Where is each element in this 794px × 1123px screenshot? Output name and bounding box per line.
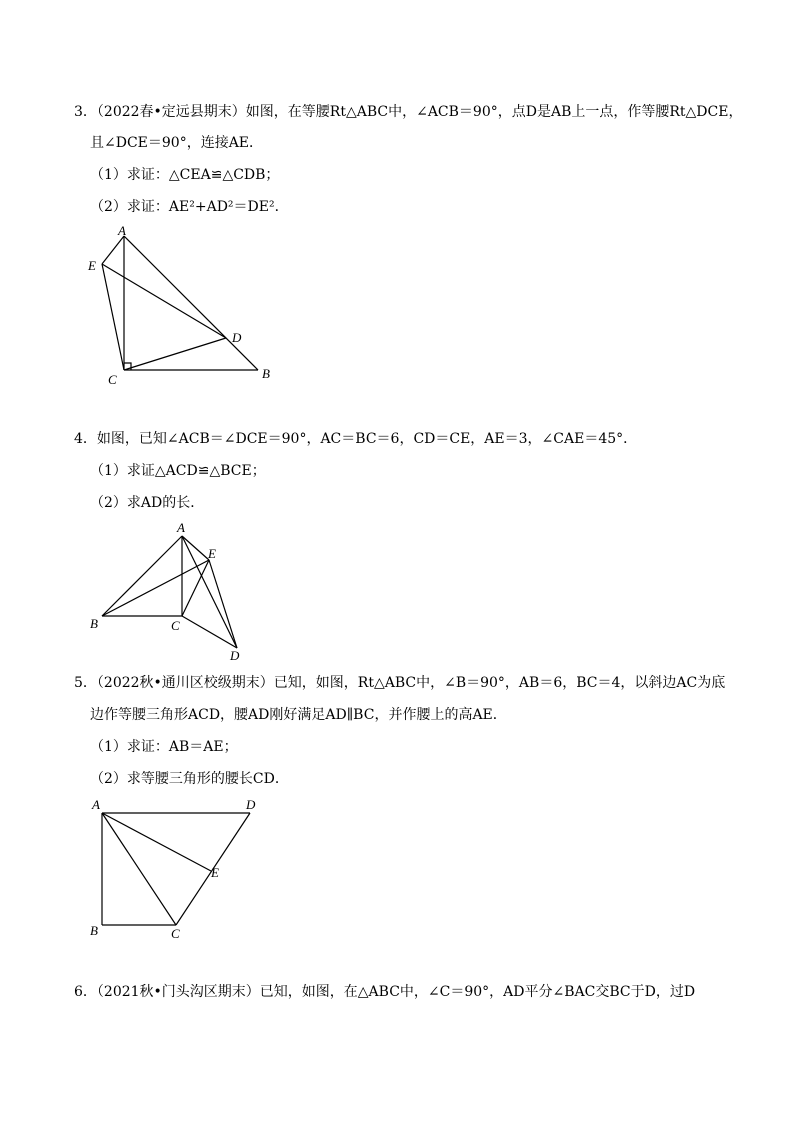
seg-ED (102, 264, 226, 338)
label-A: A (92, 797, 100, 812)
seg-AE (102, 813, 211, 871)
problem-4-part-2: （2）求AD的长． (90, 495, 205, 511)
problem-3-part-2: （2）求证：AE²+AD²＝DE²． (90, 199, 289, 215)
label-D: D (232, 330, 242, 345)
label-B: B (90, 923, 98, 938)
label-E: E (208, 546, 216, 561)
label-E: E (211, 865, 219, 880)
seg-AE (182, 536, 209, 560)
problem-3-line-1: 3．（2022春•定远县期末）如图，在等腰Rt△ABC中，∠ACB＝90°，点D是AB上一点，作等腰Rt△DCE， (74, 104, 743, 120)
label-A: A (118, 223, 126, 238)
problem-5-figure (84, 795, 274, 945)
seg-AE (102, 236, 124, 264)
seg-AB (124, 236, 258, 370)
seg-CD (124, 338, 226, 370)
seg-EC (102, 264, 124, 370)
problem-5-line-1: 5．（2022秋•通川区校级期末）已知，如图，Rt△ABC中，∠B＝90°，AB＝6，BC＝4，以斜边AC为底 (74, 675, 726, 691)
problem-6-line-1: 6．（2021秋•门头沟区期末）已知，如图，在△ABC中，∠C＝90°，AD平分∠BAC交BC于D，过D (74, 984, 696, 1000)
seg-AB (102, 536, 182, 616)
problem-4-figure (84, 518, 264, 666)
problem-4-part-1: （1）求证△ACD≌△BCE； (90, 463, 266, 479)
problem-5-part-1: （1）求证：AB＝AE； (90, 739, 238, 755)
label-C: C (171, 618, 180, 633)
label-B: B (262, 366, 270, 381)
problem-5-part-2: （2）求等腰三角形的腰长CD． (90, 771, 289, 787)
problem-3-part-1: （1）求证：△CEA≌△CDB； (90, 167, 280, 183)
label-C: C (108, 372, 117, 387)
label-A: A (177, 520, 185, 535)
label-D: D (230, 648, 240, 663)
problem-3-line-2: 且∠DCE＝90°，连接AE． (90, 135, 264, 151)
seg-BE (102, 560, 209, 616)
label-E: E (88, 258, 96, 273)
label-B: B (90, 616, 98, 631)
seg-CE (182, 560, 209, 616)
problem-3-figure (80, 222, 290, 392)
problem-4-line-1: 4．如图，已知∠ACB＝∠DCE＝90°，AC＝BC＝6，CD＝CE，AE＝3，∠CAE＝45°． (74, 431, 638, 447)
seg-AC (102, 813, 176, 925)
label-C: C (171, 926, 180, 941)
label-D: D (246, 797, 256, 812)
problem-5-line-2: 边作等腰三角形ACD，腰AD刚好满足AD∥BC，并作腰上的高AE． (90, 707, 507, 723)
